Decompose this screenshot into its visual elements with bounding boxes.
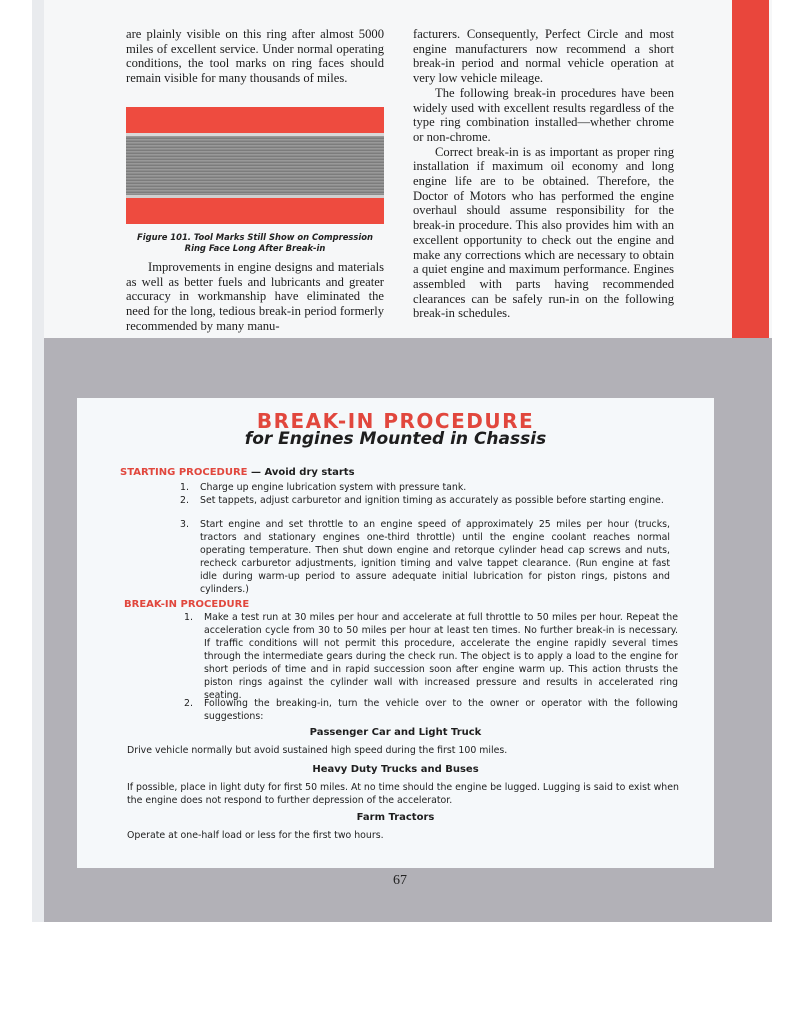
starting-item-2 [180, 494, 670, 507]
starting-procedure-heading [120, 467, 355, 478]
page-number: 67 [393, 873, 407, 888]
starting-item-3 [180, 518, 670, 596]
item-number: 3. [180, 519, 189, 530]
text-farm-tractors: Operate at one-half load or less for the first two hours. [127, 830, 384, 841]
paragraph-correct-break-in: Correct break-in is as important as proper ring installation if maximum oil economy and long engine life are to be obtained. Therefore, the Doctor of Motors who has performed the engine overhaul should assume responsibility for the break-in procedure. This also provides him with an excellent opportunity to check out the engine and make any corrections which are necessary to obtain a quiet engine and maximum performance. Engines assembled with parts having recommended clearances can be safely run-in on the following break-in schedules. [413, 144, 674, 321]
heading-heavy-duty: Heavy Duty Trucks and Buses [312, 764, 479, 775]
item-text: Charge up engine lubrication system with pressure tank. [200, 482, 467, 493]
figure-caption-line-1: Figure 101. Tool Marks Still Show on Compression [137, 232, 373, 242]
paragraph-following: The following break-in procedures have been widely used with excellent results regardless of the type ring combination installed—whether chrome or non-chrome. [413, 85, 674, 144]
figure-101 [126, 107, 384, 224]
ring-edge-bottom [126, 195, 384, 198]
paragraph-manufacturers: facturers. Consequently, Perfect Circle and most engine manufacturers now recommend a short break-in period and normal vehicle operation at very low vehicle mileage. [413, 27, 674, 86]
item-text: Following the breaking-in, turn the vehicle over to the owner or operator with the following suggestions: [204, 698, 678, 722]
text-passenger-car: Drive vehicle normally but avoid sustained high speed during the first 100 miles. [127, 745, 508, 756]
item-text: Start engine and set throttle to an engine speed of approximately 25 miles per hour (trucks, tractors and stationary engines one-third throttle) until the engine coolant reaches normal operating temperature. Then shut down engine and retorque cylinder head cap screws and nuts, recheck carburetor adjustments, ignition timing and valve tappet clearance. (Run engine at fast idle during warm-up period to assure adequate initial lubrication for piston rings, pistons and cylinders.) [200, 519, 670, 595]
item-number: 2. [184, 698, 193, 709]
item-number: 1. [184, 612, 193, 623]
left-column-top [126, 27, 384, 86]
page-edge [32, 0, 44, 922]
breakin-item-1 [184, 611, 678, 702]
left-column-bottom [126, 260, 384, 334]
heading-passenger-car: Passenger Car and Light Truck [309, 727, 482, 738]
starting-item-1 [180, 481, 670, 494]
box-subtitle: for Engines Mounted in Chassis [244, 429, 547, 449]
text-heavy-duty: If possible, place in light duty for first 50 miles. At no time should the engine be lugged. Lugging is said to exist when the engine does not respond to further depression of the accelerator. [127, 782, 679, 806]
paragraph-improvements: Improvements in engine designs and materials as well as better fuels and lubricants and greater accuracy in workmanship have eliminated the need for the long, tedious break-in period formerly recommended by many manu- [126, 260, 384, 333]
item-text: Set tappets, adjust carburetor and ignition timing as accurately as possible before starting engine. [200, 495, 664, 506]
right-column [413, 27, 674, 321]
breakin-item-2 [184, 697, 678, 723]
figure-caption [126, 232, 384, 254]
paragraph-tool-marks: are plainly visible on this ring after almost 5000 miles of excellent service. Under normal operating conditions, the tool marks on ring faces should remain visible for many thousands of miles. [126, 27, 384, 86]
break-in-procedure-heading: BREAK-IN PROCEDURE [124, 599, 250, 610]
starting-procedure-tail: — Avoid dry starts [247, 467, 355, 478]
figure-caption-line-2: Ring Face Long After Break-in [184, 243, 326, 253]
compression-ring-photo [126, 136, 384, 196]
item-text: Make a test run at 30 miles per hour and accelerate at full throttle to 50 miles per hour. Repeat the acceleration cycle from 30 to 50 miles per hour at least ten times. No further break-in is necessary. If traffic conditions will not permit this procedure, accelerate the engine rapidly several times through the intermediate gears during the check run. The object is to apply a load to the engine for short periods of time and in rapid succession soon after engine warm up. This action thrusts the piston rings against the cylinder wall with increased pressure and results in accelerated ring seating. [204, 612, 678, 701]
heading-farm-tractors: Farm Tractors [356, 812, 435, 823]
item-number: 1. [180, 482, 189, 493]
box-title: BREAK-IN PROCEDURE [256, 409, 535, 433]
starting-procedure-label: STARTING PROCEDURE [120, 467, 248, 478]
item-number: 2. [180, 495, 189, 506]
